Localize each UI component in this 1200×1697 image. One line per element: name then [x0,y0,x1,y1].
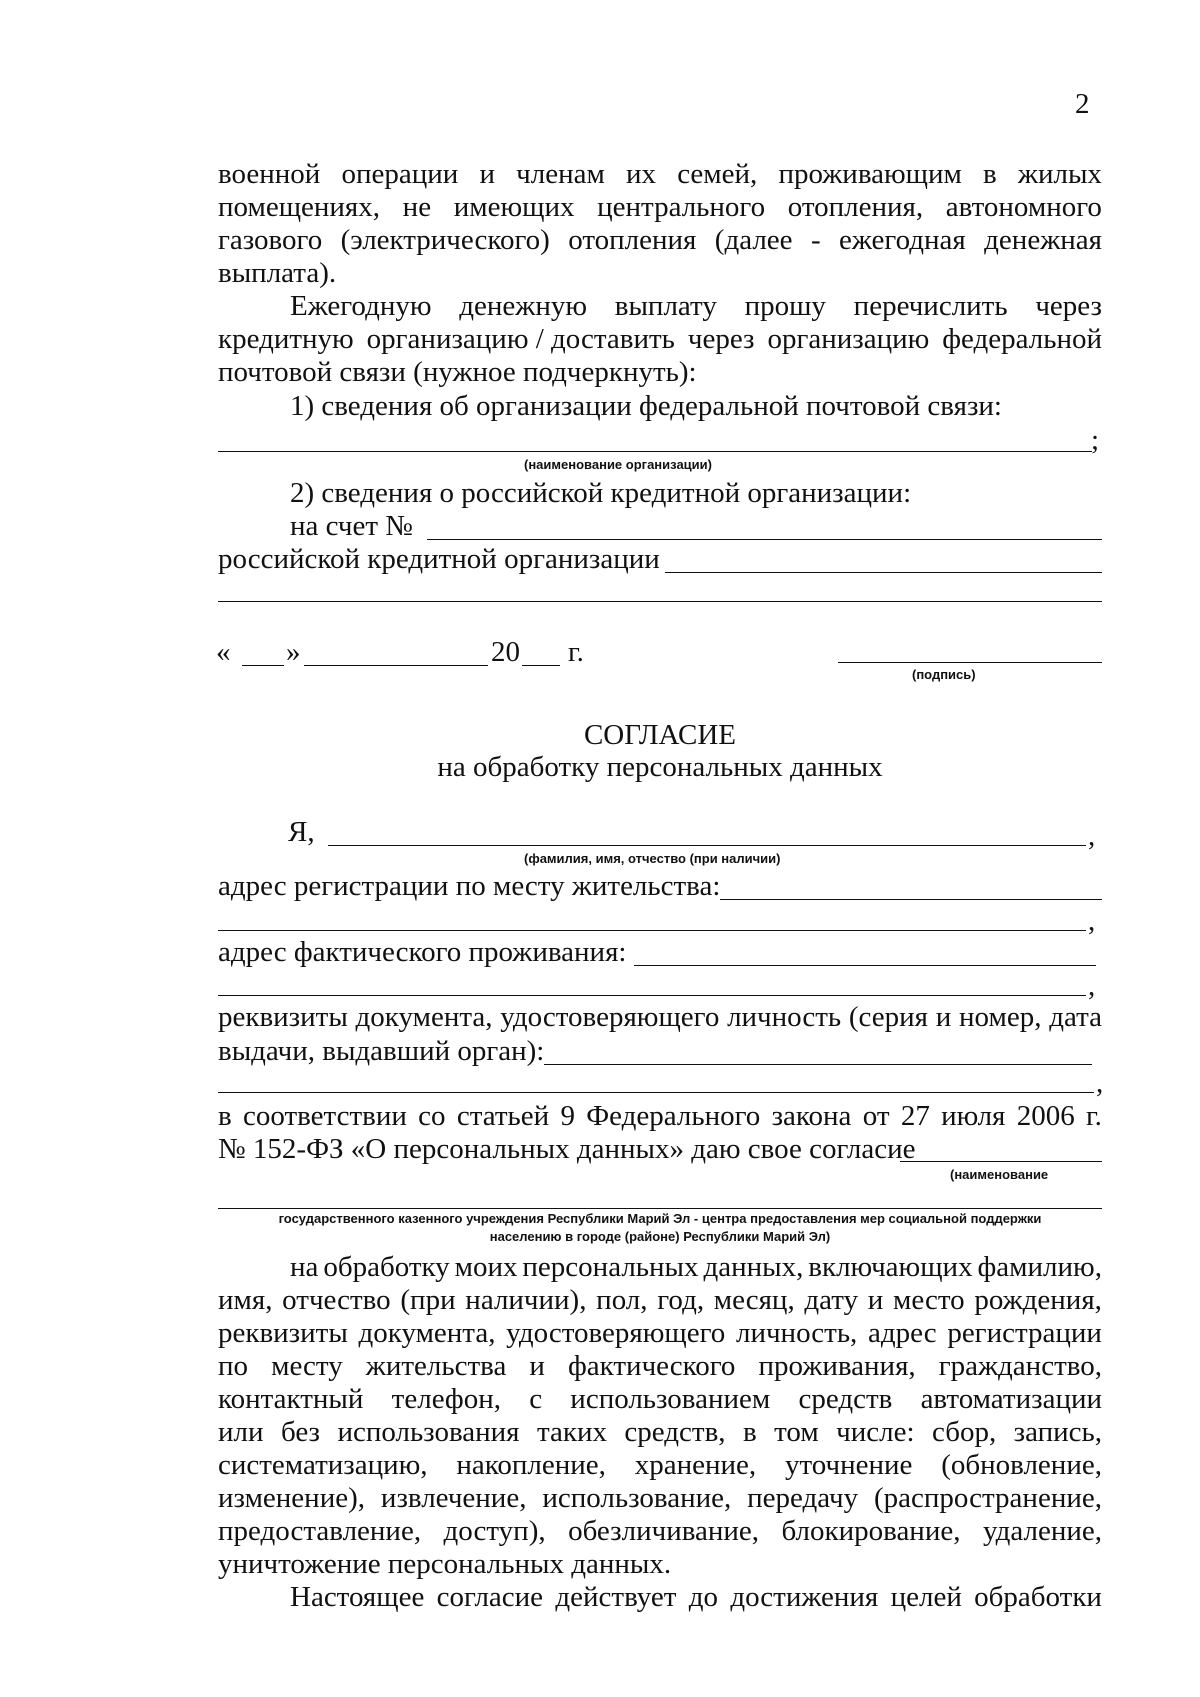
word: изменение), [218,1482,365,1514]
caption-institution: населению в городе (районе) Республики Марий Эл) [489,1229,831,1244]
paragraph-line [290,1583,1102,1612]
reg-address-label: адрес регистрации по месту жительства: [218,870,721,902]
word: хранение, [634,1449,757,1481]
caption-org-name: (наименование организации) [524,457,712,472]
word: рождения, [974,1284,1102,1316]
word: отчество [282,1284,391,1316]
word: год, [657,1284,705,1316]
ya-label: Я, [288,816,315,848]
consent-title: СОГЛАСИЕ [583,719,737,751]
word: реквизиты [218,1317,348,1349]
word: передачу [747,1482,859,1514]
word: контактный [218,1383,364,1415]
paragraph-line [290,292,1102,321]
postal-org-field-line[interactable] [218,451,1092,452]
word: наличии), [465,1284,587,1316]
word: фамилию, [977,1251,1102,1283]
word: удостоверяющего [506,1317,726,1349]
word: обезличивание, [568,1515,760,1547]
word: жительства [365,1350,507,1382]
bank-info-label: 2) сведения о российской кредитной организации: [290,477,912,509]
id-doc-line [218,1003,1102,1032]
word: газового [218,224,323,256]
fio-field-line[interactable] [328,845,1086,846]
word: г. [1086,1100,1102,1132]
comma: , [1088,820,1096,852]
word: ежегодная [839,224,966,256]
date-month-field-line[interactable] [304,665,488,666]
word: федеральной [942,323,1102,355]
bank-extra-field-line[interactable] [218,601,1102,602]
word: центрального [597,191,766,223]
date-day-field-line[interactable] [242,665,284,666]
date-year-suffix: г. [568,636,584,668]
paragraph-line [218,1484,1102,1513]
word: данных, [703,1251,804,1283]
word: военной [218,158,321,190]
word: (обновление, [941,1449,1102,1481]
word: их [626,158,657,190]
postal-info-label: 1) сведения об организации федеральной почтовой связи: [290,390,1002,422]
word: помещениях, [218,191,381,223]
word: сбор, [931,1416,997,1448]
word: - [810,224,821,256]
word: в [218,1100,232,1132]
word: телефон, [391,1383,501,1415]
law-line [218,1102,1102,1131]
word: согласие [436,1581,544,1613]
word: документа, [355,1001,493,1033]
paragraph-line [218,1517,1102,1546]
word: место [893,1284,965,1316]
word: извлечение, [380,1482,527,1514]
word: отопления, [787,191,924,223]
paragraph-line [218,1352,1102,1381]
paragraph-line [218,1319,1102,1348]
date-open-quote: « [216,636,231,668]
paragraph-line [218,1418,1102,1447]
word: (электрического) [340,224,550,256]
word: до [688,1581,719,1613]
word: с [529,1383,543,1415]
word: обработки [974,1581,1102,1613]
word: денежную [459,290,588,322]
bank-name-field-line[interactable] [665,572,1102,573]
word: имеющих [453,191,575,223]
word: автономного [945,191,1102,223]
account-label: на счет № [290,510,413,542]
word: со [418,1100,446,1132]
word: денежная [984,224,1102,256]
word: Федерального [586,1100,761,1132]
caption-naimenovanie: (наименование [950,1167,1049,1182]
word: дата [1049,1001,1102,1033]
word: месту [271,1350,343,1382]
word: запись, [1013,1416,1102,1448]
date-close-quote: » [286,636,301,668]
word: достижения [730,1581,879,1613]
word: 9 [560,1100,575,1132]
comma: , [1088,970,1096,1002]
id-doc-extra-line[interactable] [218,1092,1094,1093]
word: средств, [624,1416,726,1448]
word: реквизиты [218,1001,348,1033]
word: личность, [735,1317,858,1349]
word: организацию / доставить [366,323,675,355]
word: использование, [542,1482,732,1514]
comma: , [1096,1067,1104,1099]
word: от [862,1100,890,1132]
paragraph-line [218,1385,1102,1414]
word: моих [454,1251,518,1283]
word: семей, [677,158,758,190]
signature-field-line[interactable] [838,662,1102,663]
paragraph-line [218,193,1102,222]
word: фактического [568,1350,736,1382]
consent-subtitle: на обработку персональных данных [437,751,883,783]
word: удостоверяющего [500,1001,720,1033]
word: дату [804,1284,859,1316]
word: или [218,1416,264,1448]
word: (далее [714,224,793,256]
date-year-prefix: 20 [491,636,520,668]
paragraph-line [218,226,1102,255]
law-line: № 152-ФЗ «О персональных данных» даю свое согласие [218,1133,916,1165]
word: числе: [836,1416,915,1448]
word: номер, [959,1001,1042,1033]
actual-address-field-line[interactable] [634,965,1096,966]
paragraph-line [218,160,1102,189]
paragraph-line [218,325,1102,354]
word: автоматизации [920,1383,1102,1415]
word: и [867,1284,884,1316]
word: Настоящее [290,1581,425,1613]
word: пол, [596,1284,648,1316]
word: членам [516,158,605,190]
word: месяц, [713,1284,795,1316]
word: предоставление, [218,1515,422,1547]
word: средств [798,1383,893,1415]
institution-extra-line[interactable] [218,1208,1102,1209]
word: кредитную [218,323,354,355]
word: доступ), [443,1515,546,1547]
word: жилых [1017,158,1102,190]
account-number-field-line[interactable] [427,539,1102,540]
institution-field-line[interactable] [900,1161,1102,1162]
word: использования [337,1416,520,1448]
word: персональных [522,1251,699,1283]
word: без [280,1416,321,1448]
word: июля [941,1100,1006,1132]
word: через [1035,290,1102,322]
word: операции [341,158,459,190]
comma: , [1088,905,1096,937]
word: в [983,158,997,190]
paragraph-line [218,1451,1102,1480]
word: 2006 [1016,1100,1075,1132]
word: прошу [744,290,826,322]
word: обработку [323,1251,450,1283]
reg-address-extra-line[interactable] [218,930,1086,931]
word: таких [536,1416,607,1448]
paragraph-line [290,1253,1102,1282]
word: организацию [767,323,930,355]
word: отопления [568,224,697,256]
word: статьей [456,1100,550,1132]
word: на [290,1251,319,1283]
word: перечислить [853,290,1008,322]
word: проживающим [778,158,962,190]
word: документа, [358,1317,496,1349]
word: соответствии [243,1100,407,1132]
word: гражданство, [938,1350,1102,1382]
word: имя, [218,1284,273,1316]
caption-institution: государственного казенного учреждения Республики Марий Эл - центра предоставления мер социальной поддержки [278,1211,1042,1226]
word: том [774,1416,819,1448]
word: в [742,1416,757,1448]
word: проживания, [758,1350,916,1382]
word: регистрации [947,1317,1102,1349]
paragraph-line [218,1286,1102,1315]
word: не [402,191,432,223]
id-doc-field-line[interactable] [544,1064,1092,1065]
paragraph-line: уничтожение персональных данных. [218,1548,672,1580]
caption-fio: (фамилия, имя, отчество (при наличии) [524,851,781,866]
word: 27 [900,1100,930,1132]
word: (распространение, [874,1482,1102,1514]
word: и [529,1350,545,1382]
word: личность [727,1001,842,1033]
page-number: 2 [1075,88,1090,120]
word: адрес [868,1317,937,1349]
id-doc-label: выдачи, выдавший орган): [218,1035,545,1067]
actual-address-extra-line[interactable] [218,995,1086,996]
word: через [687,323,755,355]
word: и [479,158,495,190]
word: систематизацию, [218,1449,428,1481]
word: включающих [808,1251,973,1283]
word: удаление, [982,1515,1102,1547]
word: использованием [570,1383,771,1415]
word: (серия [848,1001,929,1033]
word: целей [890,1581,962,1613]
semicolon: ; [1091,424,1100,456]
paragraph-line: почтовой связи (нужное подчеркнуть): [218,356,697,388]
word: накопление, [456,1449,606,1481]
word: по [218,1350,249,1382]
word: блокирование, [781,1515,961,1547]
word: уточнение [784,1449,913,1481]
reg-address-field-line[interactable] [720,899,1102,900]
caption-signature: (подпись) [912,667,976,682]
bank-label: российской кредитной организации [218,543,660,575]
word: (при [400,1284,456,1316]
word: действует [555,1581,677,1613]
actual-address-label: адрес фактического проживания: [218,936,627,968]
date-year-field-line[interactable] [522,665,560,666]
word: выплату [614,290,717,322]
word: и [935,1001,952,1033]
paragraph-line: выплата). [218,257,337,289]
word: закона [771,1100,852,1132]
word: Ежегодную [290,290,432,322]
